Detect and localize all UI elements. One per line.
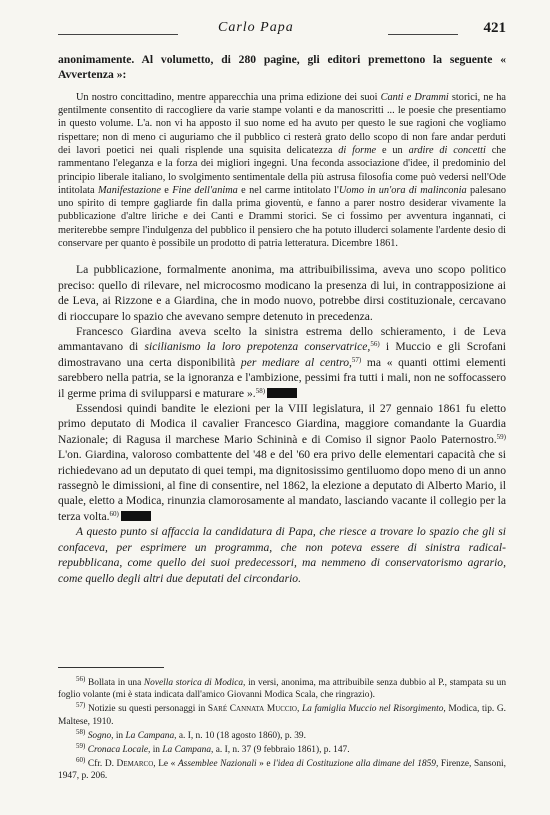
avvertenza-quote	[58, 91, 506, 251]
footnote-57: $^{57)}$ Notizie su questi personaggi in Saré Cannata Muccio, La famiglia Muccio nel Risorgimento, Modica, tip. G. Maltese, 1910.	[58, 701, 506, 727]
header-rule-left	[58, 34, 178, 35]
paragraph-candidacy: A questo punto si affaccia la candidatura di Papa, che riesce a trovare lo spazio che gli si confaceva, per esprimere un programma, che non poteva essere di sinistra radical-repubblicana, come quello dei suoi predecessori, ma nemmeno di conservatorismo agrario, come quello degli altri due deputati del circondario.	[58, 525, 506, 585]
footnote-58: $^{58)}$ Sogno, in La Campana, a. I, n. 10 (18 agosto 1860), p. 39.	[76, 727, 306, 741]
quote-paragraph: Un nostro concittadino, mentre apparecchia una prima edizione dei suoi Canti e Drammi storici, ne ha gentilmente consentito di raccogliere da varie stampe volanti e da manoscritti ... le poesie che presentiamo in questo volume. L'a. non vi ha apposto il suo nome ed ha avuto per questo le sue ragioni che vogliamo rispettare; non di meno ci auguriamo che il pubblico ci resterà grato dello scopo di non fare andar perduti dei lavori poetici nei quali risplende una squisita delicatezza di forme e un ardire di concetti che rammentano l'eleganza e la forza dei migliori ingegni. Una feconda associazione d'idee, il predominio del principio liberale italiano, lo svolgimento sentimentale della più astrusa filosofia come può vedersi nell'Ode intitolata Manifestazione e Fine dell'anima e nel carme intitolato l'Uomo in un'ora di malinconia palesano uno spirito di tempre gagliarde fin dalla prima gioventù, e fanno a parer nostro desiderar vivamente la pubblicazione d'altre liriche e dei Canti e Drammi storici. Se ci fossimo per avventura ingannati, ci meriterebbe sempre l'indulgenza del pubblico il pensiero che ha potuto illuderci solamente l'ardente desio di conservare per quanto è possibile un prodotto di patria letteratura. Dicembre 1861.	[58, 91, 506, 250]
footnote-60: $^{60)}$ Cfr. D. Demarco, Le « Assemblee Nazionali » e l'idea di Costituzione alla dimane del 1859, Firenze, Sansoni, 1947, p. 206.	[58, 756, 507, 782]
footnote-ref-58[interactable]: 58)	[255, 386, 266, 395]
footnote-ref-56[interactable]: 56)	[370, 340, 380, 349]
page-header	[58, 20, 506, 42]
footnote-56: $^{56)}$ Bollata in una Novella storica di Modica, in versi, anonima, ma attribuibile senza dubbio al P., stampata su un foglio volante (mi è stata indicata dall'amico Giovanni Modica Scala, che ringrazio).	[58, 675, 507, 701]
running-title: Carlo Papa	[218, 20, 294, 35]
footnote-ref-57[interactable]: 57)	[351, 355, 362, 364]
ink-blot	[267, 388, 297, 398]
main-text	[58, 52, 506, 586]
paragraph-publication: La pubblicazione, formalmente anonima, ma attribuibilissima, aveva uno scopo politico preciso: quello di rilevare, nel microcosmo modicano la presenza di lui, in contrapposizione ai de Leva, ai Rizzone e a Giardina, che in modo nuovo, potrebbe dirsi costituzionale, cercavano di rioccupare lo spazio che avevano sempre detenuto in precedenza.	[58, 263, 506, 323]
header-rule-right	[388, 34, 458, 35]
footnote-59: $^{59)}$ Cronaca Locale, in La Campana, a. I, n. 37 (9 febbraio 1861), p. 147.	[76, 742, 350, 756]
paragraph-giardina: Francesco Giardina aveva scelto la sinistra estrema dello schieramento, i de Leva ammantavano di sicilianismo la loro prepotenza conservatrice,$^{56)}$ i Muccio e gli Scrofani dimostravano una certa disponibilità per mediare al centro,$^{57)}$ ma « quanti ottimi elementi sarebbero nella patria, se la ignoranza e l'ambizione, pessimi fra tutti i mali, non ne soffocassero il germe prima di svilupparsi e maturare ».$^{58)}$	[58, 325, 507, 400]
intro-paragraph: anonimamente. Al volumetto, di 280 pagine, gli editori premettono la seguente « Avvertenza »:	[58, 53, 506, 82]
paragraph-elections: Essendosi quindi bandite le elezioni per la VIII legislatura, il 27 gennaio 1861 fu eletto primo deputato di Modica il cavalier Francesco Giardina, maggiore comandante la Guardia Nazionale; di Ragusa il marchese Mario Schininà e di Comiso il signor Paolo Paternostro.$^{59)}$ L'on. Giardina, valoroso combattente del '48 e del '60 era privo delle elementari capacità che si richiedevano ad un deputato di quei tempi, ma dignitosissimo gentiluomo dopo meno di un anno rassegnò le dimissioni, al fine di consentire, nel 1862, la elezione a deputato di Alberto Mario, il quale, eletto a Modica, rinunzia clamorosamente al mandato, lasciando vacante il collegio per la terza volta.$^{60)}$	[58, 402, 506, 523]
page-number: 421	[483, 20, 506, 36]
footnotes	[58, 677, 506, 785]
footnote-ref-59[interactable]: 59)	[496, 432, 506, 441]
ink-blot	[121, 511, 151, 521]
footnote-divider	[58, 667, 164, 668]
footnote-ref-60[interactable]: 60)	[109, 509, 119, 518]
